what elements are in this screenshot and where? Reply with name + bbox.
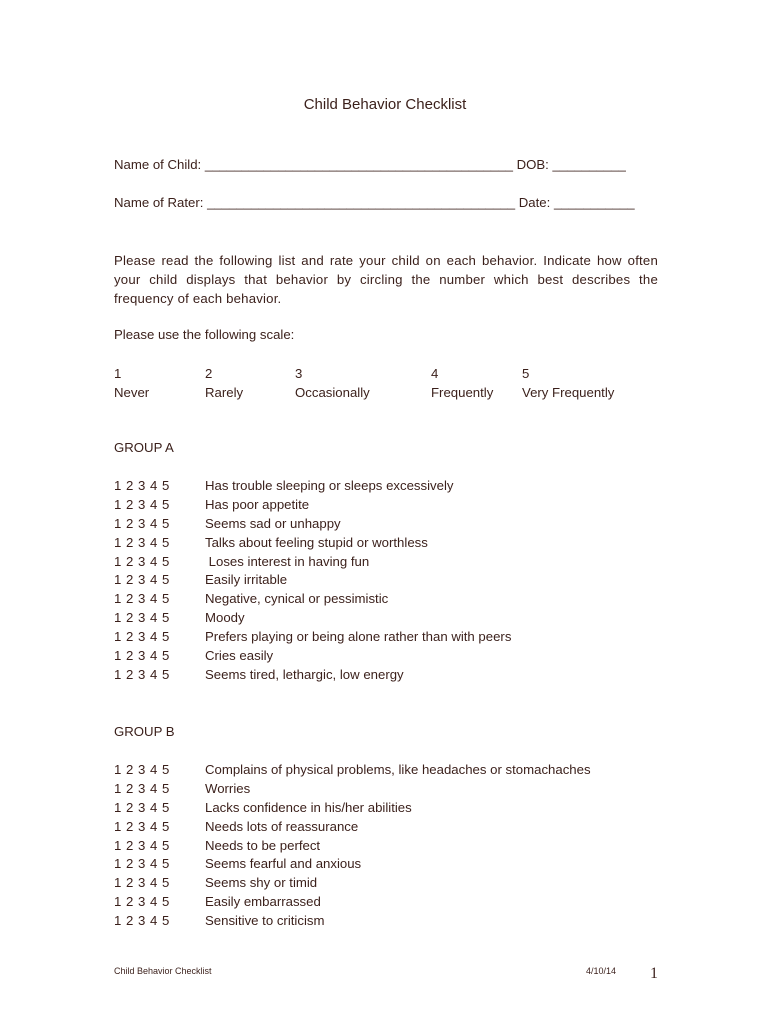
scale-option: [522, 364, 614, 402]
list-item: [114, 590, 674, 609]
rating-scale[interactable]: 1 2 3 4 5: [114, 799, 170, 815]
list-item: [114, 799, 674, 818]
rating-scale[interactable]: 1 2 3 4 5: [114, 534, 170, 550]
rating-scale[interactable]: 1 2 3 4 5: [114, 894, 170, 910]
group-a-list: [114, 477, 674, 685]
rating-scale[interactable]: 1 2 3 4 5: [114, 762, 170, 777]
scale-option: [295, 364, 370, 402]
list-item: [114, 628, 674, 647]
group-a-title: GROUP A: [114, 440, 174, 455]
scale-number: 4: [431, 366, 439, 381]
behavior-text: Cries easily: [205, 648, 274, 664]
scale-label: Never: [114, 385, 150, 400]
rating-scale[interactable]: 1 2 3 4 5: [114, 837, 170, 853]
behavior-text: Prefers playing or being alone rather than with peers: [205, 629, 512, 645]
list-item: [114, 515, 674, 534]
behavior-text: Has poor appetite: [205, 496, 310, 512]
behavior-text: Loses interest in having fun: [205, 553, 370, 569]
child-name-field: Name of Child: __________________________________________ DOB: __________: [114, 157, 626, 172]
rating-scale[interactable]: 1 2 3 4 5: [114, 818, 170, 834]
scale-option: [114, 364, 149, 402]
behavior-text: Seems fearful and anxious: [205, 856, 362, 872]
rating-scale[interactable]: 1 2 3 4 5: [114, 515, 170, 531]
scale-number: 5: [522, 366, 530, 381]
instructions-paragraph: Please read the following list and rate your child on each behavior. Indicate how often your child displays that behavior by circling the number which best describes the frequency of each behavior.: [114, 253, 658, 307]
list-item: [114, 837, 674, 856]
list-item: [114, 553, 674, 572]
document-title: Child Behavior Checklist: [303, 96, 467, 113]
list-item: [114, 534, 674, 553]
behavior-text: Seems sad or unhappy: [205, 515, 341, 531]
behavior-text: Worries: [205, 780, 251, 796]
rating-scale[interactable]: 1 2 3 4 5: [114, 478, 170, 493]
behavior-text: Lacks confidence in his/her abilities: [205, 799, 412, 815]
rating-scale[interactable]: 1 2 3 4 5: [114, 856, 170, 872]
behavior-text: Seems shy or timid: [205, 875, 318, 891]
scale-number: 3: [295, 366, 303, 381]
behavior-text: Needs lots of reassurance: [205, 818, 359, 834]
list-item: [114, 496, 674, 515]
behavior-text: Easily irritable: [205, 572, 288, 588]
behavior-text: Seems tired, lethargic, low energy: [205, 666, 404, 682]
scale-label: Very Frequently: [522, 385, 615, 400]
behavior-text: Needs to be perfect: [205, 837, 321, 853]
scale-number: 2: [205, 366, 213, 381]
scale-label: Rarely: [205, 385, 244, 400]
list-item: [114, 666, 674, 685]
rater-name-field: Name of Rater: __________________________________________ Date: ___________: [114, 195, 635, 210]
rating-scale[interactable]: 1 2 3 4 5: [114, 875, 170, 891]
behavior-text: Negative, cynical or pessimistic: [205, 591, 389, 607]
list-item: [114, 912, 674, 931]
page-number: 1: [650, 965, 658, 982]
behavior-text: Sensitive to criticism: [205, 913, 325, 929]
rating-scale[interactable]: 1 2 3 4 5: [114, 496, 170, 512]
scale-label: Occasionally: [295, 385, 370, 400]
list-item: [114, 855, 674, 874]
list-item: [114, 571, 674, 590]
footer-date: 4/10/14: [586, 966, 617, 976]
list-item: [114, 780, 674, 799]
list-item: [114, 874, 674, 893]
rating-scale[interactable]: 1 2 3 4 5: [114, 629, 170, 645]
list-item: [114, 647, 674, 666]
footer-title: Child Behavior Checklist: [114, 966, 212, 976]
behavior-text: Easily embarrassed: [205, 894, 321, 910]
list-item: [114, 893, 674, 912]
scale-intro: Please use the following scale:: [114, 327, 295, 342]
behavior-text: Talks about feeling stupid or worthless: [205, 534, 428, 550]
scale-label: Frequently: [431, 385, 494, 400]
list-item: [114, 477, 674, 496]
behavior-text: Has trouble sleeping or sleeps excessively: [205, 478, 454, 493]
rating-scale[interactable]: 1 2 3 4 5: [114, 648, 170, 664]
list-item: [114, 609, 674, 628]
scale-option: [431, 364, 493, 402]
group-b-title: GROUP B: [114, 724, 175, 739]
list-item: [114, 761, 674, 780]
group-b-list: [114, 761, 674, 931]
scale-number: 1: [114, 366, 122, 381]
behavior-text: Complains of physical problems, like headaches or stomachaches: [205, 762, 591, 777]
list-item: [114, 818, 674, 837]
rating-scale[interactable]: 1 2 3 4 5: [114, 591, 170, 607]
rating-scale[interactable]: 1 2 3 4 5: [114, 780, 170, 796]
rating-scale[interactable]: 1 2 3 4 5: [114, 610, 170, 626]
scale-option: [205, 364, 243, 402]
rating-scale[interactable]: 1 2 3 4 5: [114, 913, 170, 929]
rating-scale[interactable]: 1 2 3 4 5: [114, 666, 170, 682]
rating-scale[interactable]: 1 2 3 4 5: [114, 572, 170, 588]
rating-scale[interactable]: 1 2 3 4 5: [114, 553, 170, 569]
behavior-text: Moody: [205, 610, 245, 626]
